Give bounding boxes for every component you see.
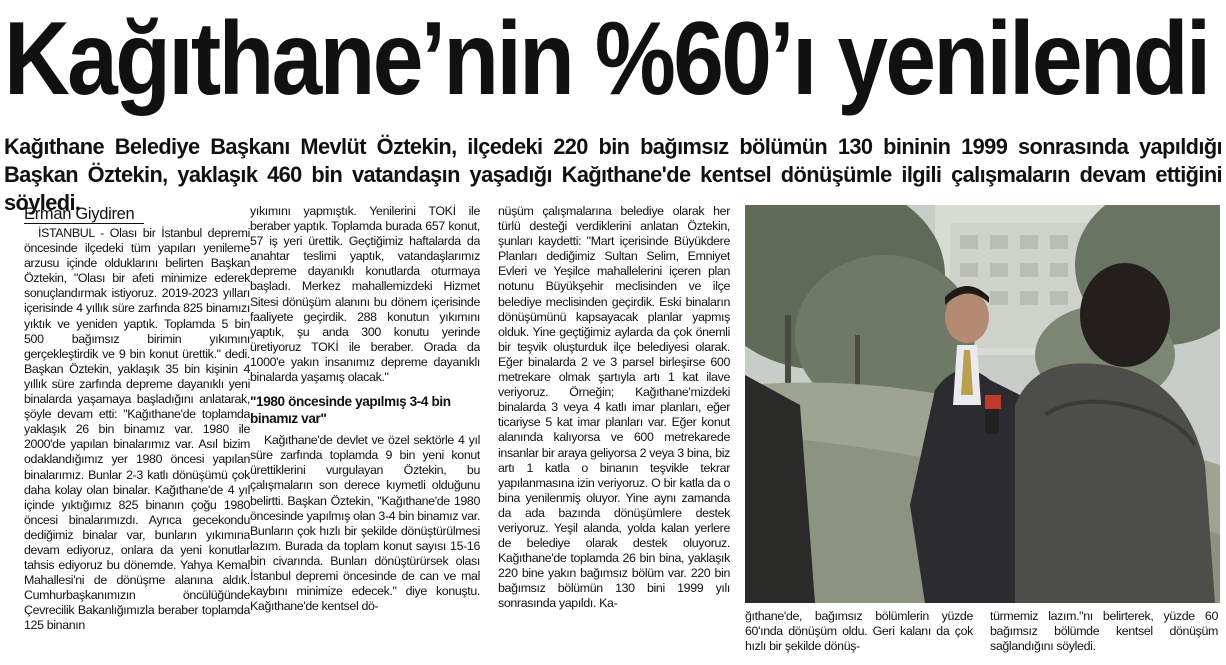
byline: Erman Giydiren	[24, 205, 135, 223]
column-3	[498, 204, 730, 663]
column-5	[990, 609, 1218, 665]
column-2	[250, 204, 480, 663]
column-2-text-top: yıkımını yapmıştık. Yenilerini TOKİ ile beraber yaptık. Toplamda burada 657 konut, 57 iş yeri ürettik. Geçtiğimiz haftalarda da anahtar teslimi yaptık, vatandaşlarımız depreme dayanıklı konutlarda oturmaya başladı. Merkez mahallemizdeki Hizmet Sitesi dönüşüm alanını bu dönem içerisinde faaliyete geçirdik. 288 konutun yıkımını yaptık, şu anda 300 konutu yerinde üretiyoruz TOKİ ile beraber. Orada da 1000'e yakın insanımız depreme dayanıklı binalarda yaşamış olacak."	[250, 204, 480, 385]
article-deck: Kağıthane Belediye Başkanı Mevlüt Öztekin, ilçedeki 220 bin bağımsız bölümün 130 bininin 1999 sonrasında yapıldığı Başkan Öztekin, yaklaşık 460 bin vatandaşın yaşadığı Kağıthane'de kentsel dönüşümle ilgili çalışmaların devam ettiğini söyledi.	[4, 134, 1222, 215]
column-1	[24, 226, 250, 663]
byline-rule	[24, 223, 144, 224]
column-4	[745, 609, 973, 665]
headline: Kağıthane’nin %60’ı yenilendi	[4, 1, 1209, 117]
subheading: "1980 öncesinde yapılmış 3-4 bin binamız var"	[250, 394, 451, 427]
interview-photo-illustration	[745, 205, 1220, 603]
column-2-text-bottom: Kağıthane'de devlet ve özel sektörle 4 yıl süre zarfında toplamda 9 bin yeni konut ürettiklerini vurgulayan Öztekin, bu çalışmaların son derece kıymetli olduğunu belirtti. Başkan Öztekin, "Kağıthane'de 1980 öncesinde yapılmış olan 3-4 bin binamız var. Bunların çok hızlı bir şekilde dönüştürülmesi lazım. Burada da toplam konut sayısı 15-16 bin civarında. Bunları dönüştürürsek olası İstanbul depremi öncesinde de can ve mal kaybını minimize edecek." diye konuştu. Kağıthane'de kentsel dö-	[250, 433, 480, 614]
column-3-text: nüşüm çalışmalarına belediye olarak her türlü desteği verdiklerini anlatan Öztekin, şunları kaydetti: "Mart içerisinde Büyükdere Planları dediğimiz Sultan Selim, Emniyet Evleri ve Yeşilce mahallelerini içeren plan notunu Büyükşehir meclisinden ve ilçe belediye meclisinden geçirdik. Eski binaların dönüşümünü kapsayacak planlar yapmış olduk. Yine geçtiğimiz aylarda da çok önemli bir teşvik oluşturduk ilçe belediyesi olarak. Eğer binalarda 2 ve 3 parsel birleşirse 600 metrekare olmak şartıyla artı 1 kat ilave veriyoruz. Örneğin; Kağıthane'mizdeki binalarda 3 veya 4 katlı imar planları, eğer ticariyse 5 kat imar planları var. Eğer konut alanında kalıyorsa ve 600 metrekarede insanlar bir araya geliyorsa 2 veya 3 bina, biz artı 1 katla o binanın teşvikle tekrar yapılanmasına izin veriyoruz. O bir katla da o bina yenilenmiş oluyor. Yine aynı zamanda da ada bazında dönüşümlere destek veriyoruz. Yeşil alanda, yolda kalan yerlere de belediye olarak destek oluyoruz. Kağıthane'de toplamda 26 bin bina, yaklaşık 220 bine yakın bağımsız bölüm var. 220 bin bağımsız bölümün 130 bini 1999 yılı sonrasında yapıldı. Ka-	[498, 204, 730, 611]
column-1-text: İSTANBUL - Olası bir İstanbul depremi öncesinde ilçedeki tüm yapıları yenileme arzusu içinde olduklarını belirten Başkan Öztekin, "Olası bir afeti minimize ederek sonuçlandırmak istiyoruz. 2019-2023 yılları içerisinde 4 yıllık süre zarfında 825 binamızı yıktık ve yeniden yaptık. Toplamda 5 bin 500 bağımsız birimin yıkımını gerçekleştirdik ve 9 bin konut ürettik." dedi. Başkan Öztekin, yaklaşık 35 bin kişinin 4 yıllık süre zarfında depreme dayanıklı yeni binalarda yaşamaya başladığını anlatarak, şöyle devam etti: "Kağıthane'de toplamda yaklaşık 26 bin binamız var. 1980 ile 2000'de yapılan binalarımız var. Asıl bizim odaklandığımız yer 1980 öncesi yapılan binalarımız. Bunlar 2-3 katlı dönüşümü çok daha kolay olan binalar. Kağıthane'de 4 yıl içinde yıktığımız 825 binanın çoğu 1980 öncesi binalarımızdı. Ayrıca gecekondu dediğimiz binalar var, bunların yıkımına devam ediyoruz, onlara da yeni konutlar tahsis ediyoruz bu dönemde. Yahya Kemal Mahallesi'ni de dönüşme alanına aldık. Cumhurbaşkanımızın öncülüğünde Çevrecilik Bakanlığımızla beraber toplamda 125 binanın	[24, 226, 250, 633]
column-5-text: türmemiz lazım."nı belirterek, yüzde 60 bağımsız bölümde kentsel dönüşüm sağlandığını söyledi.	[990, 609, 1218, 654]
interview-photo	[745, 205, 1220, 603]
column-4-text: ğıthane'de, bağımsız bölümlerin yüzde 60'ında dönüşüm oldu. Geri kalanı da çok hızlı bir şekilde dönüş-	[745, 609, 973, 654]
